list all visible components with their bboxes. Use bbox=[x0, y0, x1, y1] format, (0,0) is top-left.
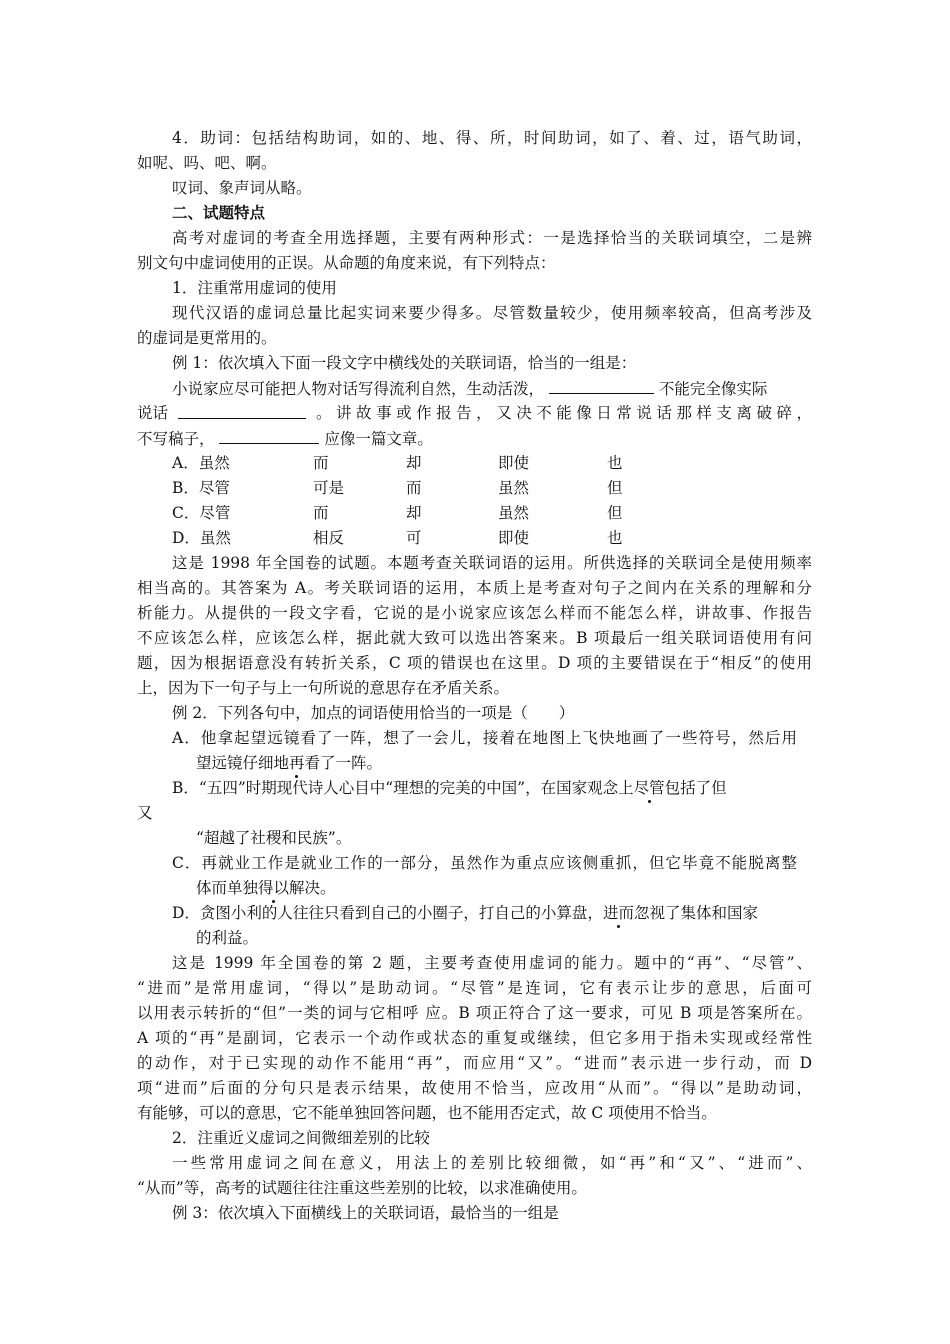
example2-option-a-line1: A．他拿起望远镜看了一阵，想了一会儿，接着在地图上飞快地画了一些符号，然后用 bbox=[172, 729, 797, 747]
example2-analysis-line3: 以用表示转折的“但”一类的词与它相呼 应。B 项正符合了这一要求，可见 B 项是答案所在。 bbox=[137, 1004, 812, 1022]
example1-text-line3 bbox=[137, 428, 433, 449]
example1-text-line2-end: 。讲故事或作报告，又决不能像日常说话那样支离破碎， bbox=[316, 404, 812, 422]
option-a-label: A．虽然 bbox=[172, 454, 230, 472]
example1-text-line2-start: 说话 bbox=[137, 404, 169, 422]
example1-analysis-line4: 不应该怎么样，应该怎么样，据此就大致可以选出答案来。B 项最后一组关联词语使用有问 bbox=[137, 629, 812, 647]
dotted-word-zai: 再 bbox=[289, 754, 305, 772]
example2-analysis-line4: A 项的“再”是副词，它表示一个动作或状态的重复或继续，但它多用于指未实现或经常性 bbox=[137, 1029, 812, 1047]
example1-text-line2 bbox=[137, 403, 812, 423]
example3-question: 例 3：依次填入下面横线上的关联词语，最恰当的一组是 bbox=[172, 1204, 559, 1222]
point2-line1: 一些常用虚词之间在意义，用法上的差别比较细微，如“再”和“又”、“进而”、 bbox=[172, 1154, 812, 1172]
example2-option-b-line2: 又 bbox=[137, 804, 153, 822]
example1-text-line3-end: 应像一篇文章。 bbox=[324, 430, 433, 448]
example2-option-c-text: 体而单独 bbox=[196, 879, 259, 897]
paragraph-particles-line2: 如呢、吗、吧、啊。 bbox=[137, 154, 277, 172]
option-b-word2: 而 bbox=[406, 479, 422, 497]
example2-option-a-line2 bbox=[196, 753, 382, 773]
example2-option-b-text: B．“五四”时期现代诗人心目中“理想的完美的中国”，在国家观念上 bbox=[172, 779, 634, 797]
option-b-word1: 可是 bbox=[313, 479, 345, 497]
option-d-word4: 也 bbox=[607, 529, 623, 547]
example2-option-a-tail: 看了一阵。 bbox=[304, 754, 383, 772]
option-c-word1: 而 bbox=[313, 504, 329, 522]
example2-analysis-line2: “进而”是常用虚词，“得以”是助动词。“尽管”是连词，它有表示让步的意思，后面可 bbox=[137, 979, 812, 997]
example2-option-b-tail: 包括了但 bbox=[664, 779, 727, 797]
option-d-word1: 相反 bbox=[313, 529, 345, 547]
option-a-word2: 却 bbox=[406, 454, 422, 472]
example2-option-b-line1 bbox=[172, 778, 727, 798]
blank-2 bbox=[178, 403, 306, 419]
point1-line1: 现代汉语的虚词总量比起实词来要少得多。尽管数量较少，使用频率较高，但高考涉及 bbox=[172, 304, 812, 322]
example2-option-d-text: D．贪图小利的人往往只看到自己的小圈子，打自己的小算盘， bbox=[172, 904, 603, 922]
example1-text-line1-end: 不能完全像实际 bbox=[658, 380, 768, 398]
option-d-word3: 即使 bbox=[498, 529, 530, 547]
point1-heading: 1．注重常用虚词的使用 bbox=[172, 279, 337, 297]
paragraph-interjections: 叹词、象声词从略。 bbox=[172, 179, 312, 197]
option-b-word3: 虽然 bbox=[498, 479, 530, 497]
dotted-word-jinguan: 尽管 bbox=[633, 779, 665, 797]
option-a-word4: 也 bbox=[607, 454, 623, 472]
example1-analysis-line5: 题，因为根据语意没有转折关系，C 项的错误也在这里。D 项的主要错误在于“相反”的使用 bbox=[137, 654, 812, 672]
paragraph-particles-line1: 4．助词：包括结构助词，如的、地、得、所，时间助词，如了、着、过，语气助词， bbox=[172, 129, 812, 147]
example2-analysis-line1: 这是 1999 年全国卷的第 2 题，主要考查使用虚词的能力。题中的“再”、“尽管”、 bbox=[172, 954, 812, 972]
example2-option-d-line1 bbox=[172, 903, 758, 923]
option-a-word3: 即使 bbox=[498, 454, 530, 472]
example2-option-d-tail: 忽视了集体和国家 bbox=[633, 904, 758, 922]
example2-option-a-text: 望远镜仔细地 bbox=[196, 754, 290, 772]
example1-analysis-line6: 上，因为下一句子与上一句所说的意思存在矛盾关系。 bbox=[137, 679, 510, 697]
example2-question: 例 2．下列各句中，加点的词语使用恰当的一项是（ ） bbox=[172, 704, 575, 722]
example1-text-line1 bbox=[172, 378, 767, 399]
option-d-word2: 可 bbox=[406, 529, 422, 547]
option-b-label: B．尽管 bbox=[172, 479, 230, 497]
option-c-word4: 但 bbox=[607, 504, 623, 522]
point2-heading: 2．注重近义虚词之间微细差别的比较 bbox=[172, 1129, 430, 1147]
dotted-word-jiner: 进而 bbox=[602, 904, 634, 922]
example2-option-d-line2: 的利益。 bbox=[196, 929, 259, 947]
option-c-word3: 虽然 bbox=[498, 504, 530, 522]
option-a-word1: 而 bbox=[313, 454, 329, 472]
example1-text-line1-start: 小说家应尽可能把人物对话写得流利自然，生动活泼， bbox=[172, 380, 545, 398]
example1-text-line3-start: 不写稿子， bbox=[137, 430, 215, 448]
example1-question: 例 1：依次填入下面一段文字中横线处的关联词语，恰当的一组是： bbox=[172, 354, 637, 372]
option-c-label: C．尽管 bbox=[172, 504, 231, 522]
point1-line2: 的虚词是更常用的。 bbox=[137, 329, 277, 347]
intro-line1: 高考对虚词的考查全用选择题，主要有两种形式：一是选择恰当的关联词填空，二是辨 bbox=[172, 229, 812, 247]
option-b-word4: 但 bbox=[607, 479, 623, 497]
example1-analysis-line2: 相当高的。其答案为 A。考关联词语的运用，本质上是考查对句子之间内在关系的理解和分 bbox=[137, 579, 812, 597]
intro-line2: 别文句中虚词使用的正误。从命题的角度来说，有下列特点： bbox=[137, 254, 556, 272]
blank-3 bbox=[219, 428, 319, 444]
example2-option-c-tail: 解决。 bbox=[289, 879, 336, 897]
example2-option-c-line1: C．再就业工作是就业工作的一部分，虽然作为重点应该侧重抓，但它毕竟不能脱离整 bbox=[172, 854, 797, 872]
example2-analysis-line5: 的动作，对于已实现的动作不能用“再”，而应用“又”。“进而”表示进一步行动，而 D bbox=[137, 1054, 812, 1072]
section-heading-test-features: 二、试题特点 bbox=[172, 203, 266, 222]
example1-analysis-line1: 这是 1998 年全国卷的试题。本题考查关联词语的运用。所供选择的关联词全是使用频率 bbox=[172, 554, 812, 572]
example2-analysis-line7: 有能够，可以的意思，它不能单独回答问题，也不能用否定式，故 C 项使用不恰当。 bbox=[137, 1104, 717, 1122]
blank-1 bbox=[549, 378, 654, 394]
option-c-word2: 却 bbox=[406, 504, 422, 522]
point2-line2: “从而”等，高考的试题往往注重这些差别的比较，以求准确使用。 bbox=[137, 1179, 587, 1197]
option-d-label: D．虽然 bbox=[172, 529, 231, 547]
dotted-word-deyi: 得以 bbox=[258, 879, 290, 897]
example2-analysis-line6: 项“进而”后面的分句只是表示结果，故使用不恰当，应改用“从而”。“得以”是助动词， bbox=[137, 1079, 812, 1097]
example1-analysis-line3: 析能力。从提供的一段文字看，它说的是小说家应该怎么样而不能怎么样，讲故事、作报告 bbox=[137, 604, 812, 622]
example2-option-c-line2 bbox=[196, 878, 336, 898]
example2-option-b-line3: “超越了社稷和民族”。 bbox=[196, 829, 352, 847]
